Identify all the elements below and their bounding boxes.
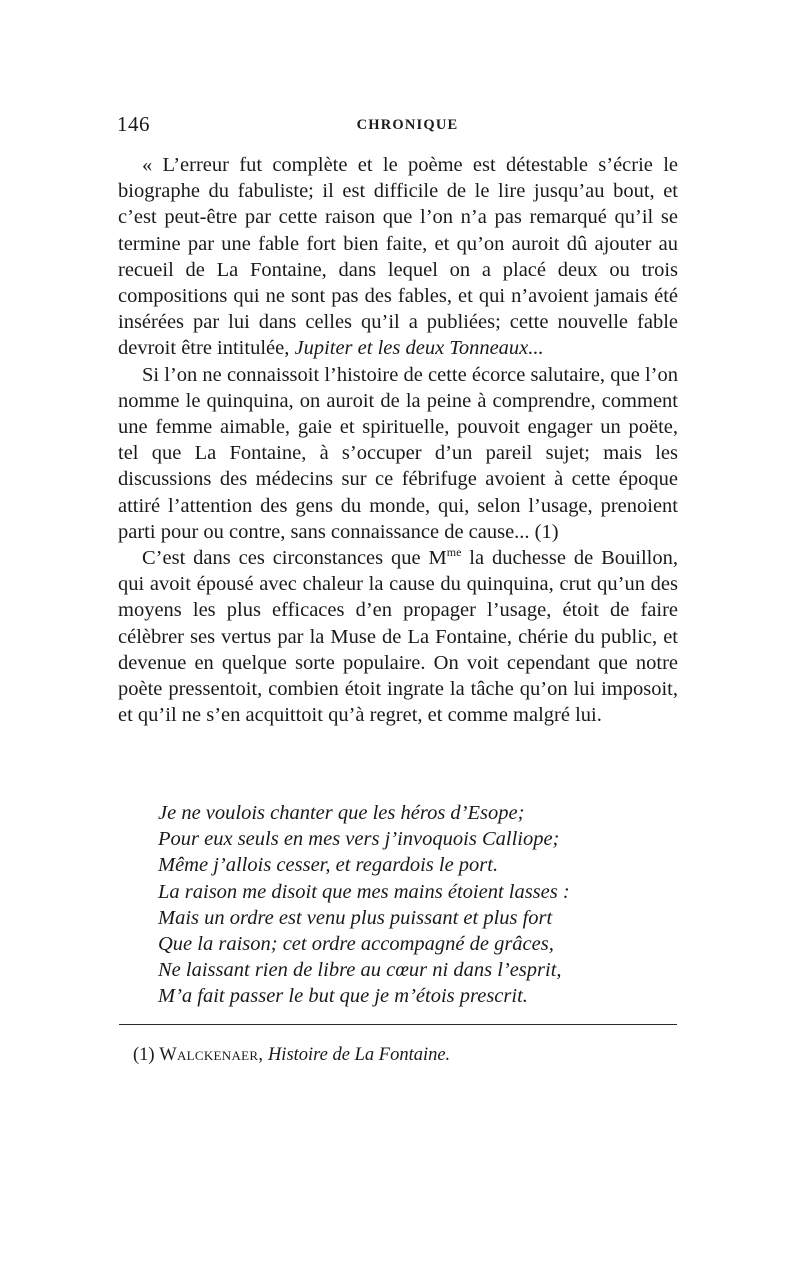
page-header xyxy=(115,112,680,142)
paragraph-3 xyxy=(118,545,678,728)
footnote-marker: (1) xyxy=(133,1045,160,1065)
paragraph-1 xyxy=(118,152,678,362)
verse-line: Que la raison; cet ordre accompagné de grâces, xyxy=(158,933,554,956)
running-head: CHRONIQUE xyxy=(356,117,459,133)
body-text xyxy=(118,152,678,728)
verse-line: Même j’allois cesser, et regardois le port. xyxy=(158,854,499,877)
verse-line: Mais un ordre est venu plus puissant et plus fort xyxy=(158,906,553,929)
fable-title: Jupiter et les deux Tonneaux... xyxy=(294,337,544,360)
paragraph-3-start: C’est dans ces circonstances que M xyxy=(142,547,447,570)
paragraph-2: Si l’on ne connaissoit l’histoire de cette écorce salutaire, que l’on nomme le quinquina, on auroit de la peine à comprendre, comment une femme aimable, gaie et spirituelle, pouvoit engager un poëte, tel que La Fontaine, à s’occuper d’un pareil sujet; mais les discussions des médecins sur ce fébrifuge avoient à cette époque attiré l’attention des gens du monde, qui, selon l’usage, prenoient parti pour ou contre, sans connaissance de cause... (1) xyxy=(118,363,678,543)
paragraph-3-rest: la duchesse de Bouillon, qui avoit épousé avec chaleur la cause du quinquina, crut qu’un des moyens les plus efficaces d’en propager l’usage, étoit de faire célèbrer ses vertus par la Muse de La Fontaine, chérie du public, et devenue en quelque sorte populaire. On voit cependant que notre poète pressentoit, combien étoit ingrate la tâche qu’on lui imposoit, et qu’il ne s’en acquittoit qu’à regret, et comme malgré lui. xyxy=(118,547,678,727)
verse-line: M’a fait passer le but que je m’étois prescrit. xyxy=(158,985,528,1008)
verse-line: La raison me disoit que mes mains étoient lasses : xyxy=(158,880,570,903)
paragraph-1-text: « L’erreur fut complète et le poème est détestable s’écrie le biographe du fabuliste; il est difficile de le lire jusqu’au bout, et c’est peut-être par cette raison que l’on n’a pas remarqué qu’il se termine par une fable fort bien faite, et qu’on auroit dû ajouter au recueil de La Fontaine, dans lequel on a placé deux ou trois compositions qui ne sont pas des fables, et qui n’avoient jamais été insérées par lui dans celles qu’il a publiées; cette nouvelle fable devroit être intitulée, xyxy=(118,154,678,360)
superscript-me: me xyxy=(446,545,462,560)
footnote-divider xyxy=(119,1024,677,1025)
verse-block xyxy=(158,800,658,1010)
footnote-work-title: Histoire de La Fontaine. xyxy=(267,1045,451,1065)
verse-line: Ne laissant rien de libre au cœur ni dans l’esprit, xyxy=(158,959,562,982)
footnote xyxy=(133,1043,673,1067)
verse-line: Pour eux seuls en mes vers j’invoquois Calliope; xyxy=(158,828,560,851)
verse-line: Je ne voulois chanter que les héros d’Esope; xyxy=(158,802,525,824)
footnote-author: Walckenaer, xyxy=(159,1045,264,1065)
page-number: 146 xyxy=(117,112,150,136)
